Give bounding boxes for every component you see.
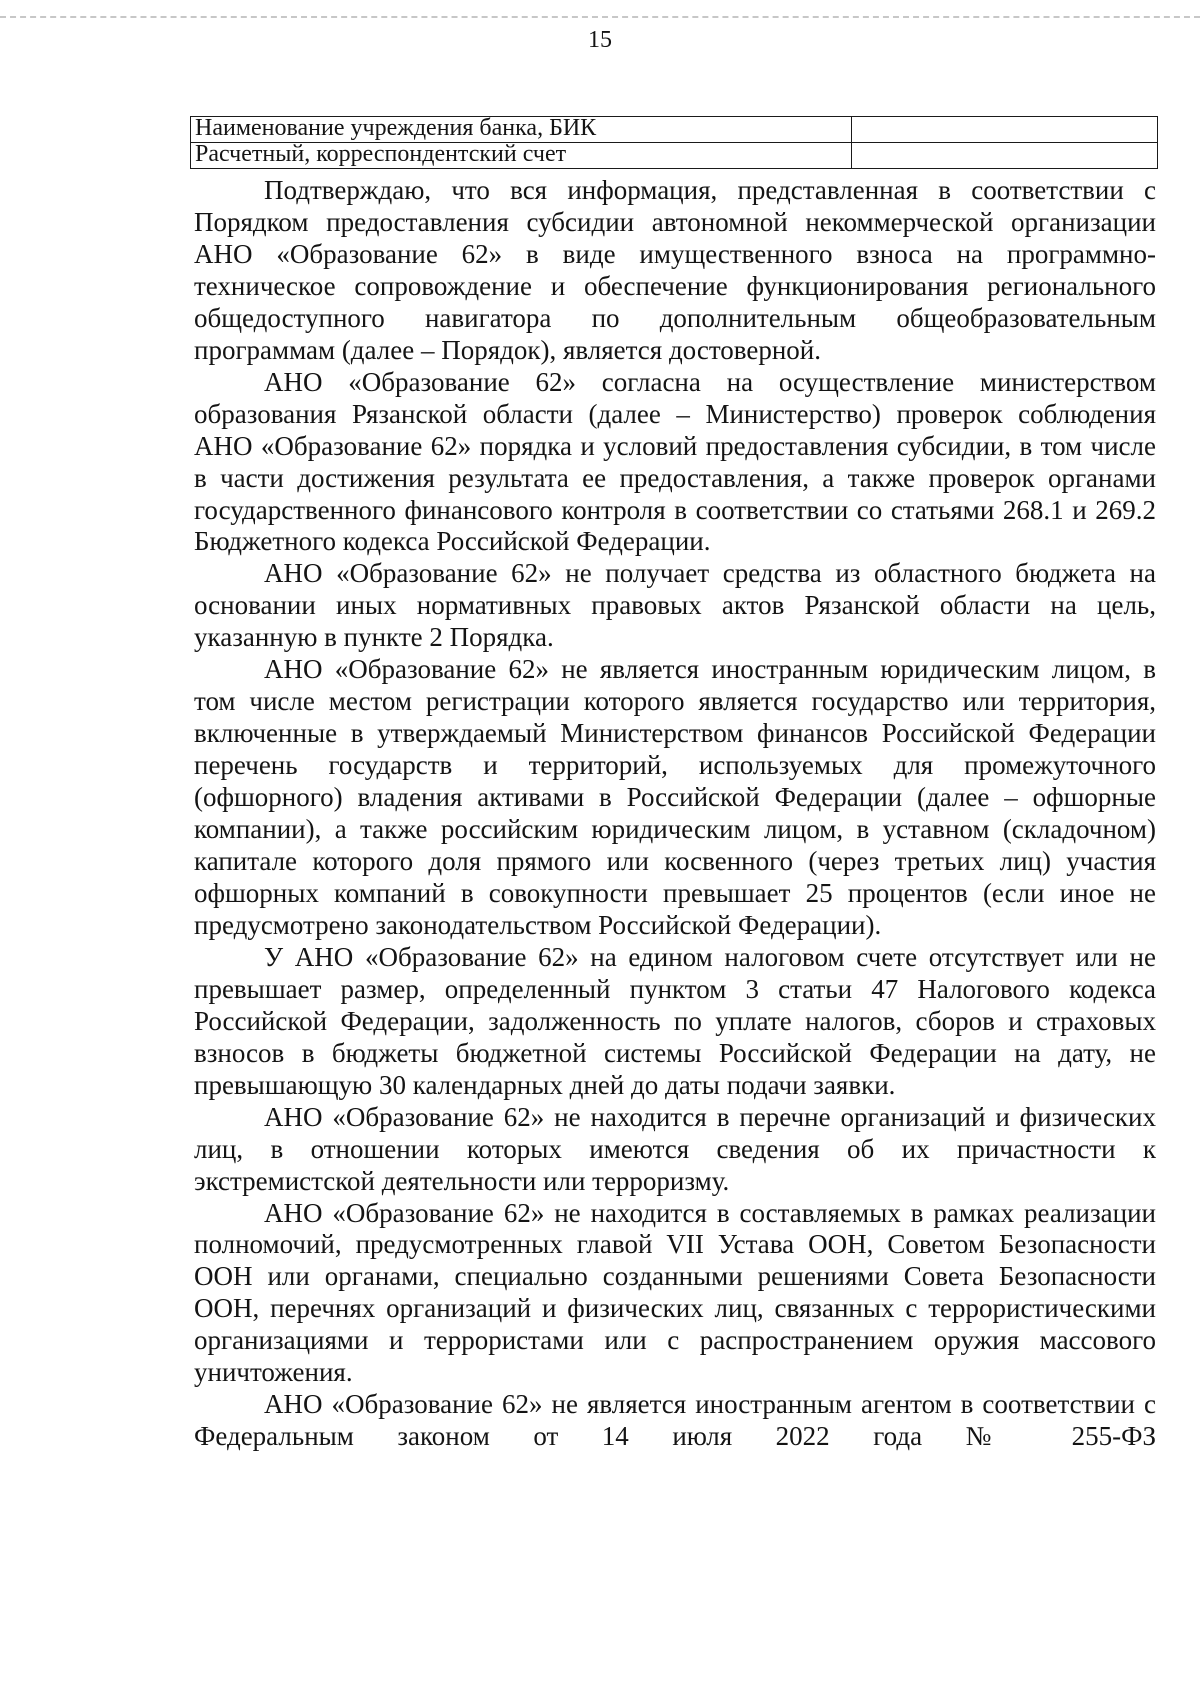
bank-name-value — [852, 117, 1158, 143]
paragraph-foreign-agent: АНО «Образование 62» не является иностранным агентом в соответствии с Федеральным законом от 14 июля 2022 года № 255-ФЗ — [194, 1389, 1156, 1452]
paragraph-extremism-list: АНО «Образование 62» не находится в перечне организаций и физических лиц, в отношении которых имеются сведения об их причастности к экстремистской деятельности или терроризму. — [194, 1101, 1156, 1196]
paragraph-un-lists: АНО «Образование 62» не находится в составляемых в рамках реализации полномочий, предусмотренных главой VII Устава ООН, Советом Безопасности ООН или органами, специально созданными решениями Совета Безопасности ООН, перечнях организаций и физических лиц, связанных с террористическими организациями и террористами или с распространением оружия массового уничтожения. — [194, 1197, 1156, 1388]
account-value — [852, 143, 1158, 169]
account-label: Расчетный, корреспондентский счет — [191, 143, 852, 169]
paragraph-no-other-funds: АНО «Образование 62» не получает средства из областного бюджета на основании иных нормативных правовых актов Рязанской области на цель, указанную в пункте 2 Порядка. — [194, 558, 1156, 653]
table-row — [191, 143, 1158, 169]
paragraph-confirmation: Подтверждаю, что вся информация, представленная в соответствии с Порядком предоставления субсидии автономной некоммерческой организации АНО «Образование 62» в виде имущественного взноса на программно-техническое сопровождение и обеспечение функционирования регионального общедоступного навигатора по дополнительным общеобразовательным программам (далее – Порядок), является достоверной. — [194, 175, 1156, 365]
page-number: 15 — [588, 27, 612, 53]
document-body — [194, 175, 1156, 1453]
bank-details-table — [190, 116, 1158, 169]
bank-name-label: Наименование учреждения банка, БИК — [191, 117, 852, 143]
scan-edge-line — [0, 16, 1200, 18]
table-row — [191, 117, 1158, 143]
paragraph-not-foreign-entity: АНО «Образование 62» не является иностранным юридическим лицом, в том числе местом регистрации которого является государство или территория, включенные в утверждаемый Министерством финансов Российской Федерации перечень государств и территорий, используемых для промежуточного (офшорного) владения активами в Российской Федерации (далее – офшорные компании), а также российским юридическим лицом, в уставном (складочном) капитале которого доля прямого или косвенного (через третьих лиц) участия офшорных компаний в совокупности превышает 25 процентов (если иное не предусмотрено законодательством Российской Федерации). — [194, 654, 1156, 940]
paragraph-tax-debt: У АНО «Образование 62» на едином налоговом счете отсутствует или не превышает размер, определенный пунктом 3 статьи 47 Налогового кодекса Российской Федерации, задолженность по уплате налогов, сборов и страховых взносов в бюджеты бюджетной системы Российской Федерации на дату, не превышающую 30 календарных дней до даты подачи заявки. — [194, 941, 1156, 1100]
paragraph-inspection-consent: АНО «Образование 62» согласна на осуществление министерством образования Рязанской области (далее – Министерство) проверок соблюдения АНО «Образование 62» порядка и условий предоставления субсидии, в том числе в части достижения результата ее предоставления, а также проверок органами государственного финансового контроля в соответствии со статьями 268.1 и 269.2 Бюджетного кодекса Российской Федерации. — [194, 366, 1156, 557]
